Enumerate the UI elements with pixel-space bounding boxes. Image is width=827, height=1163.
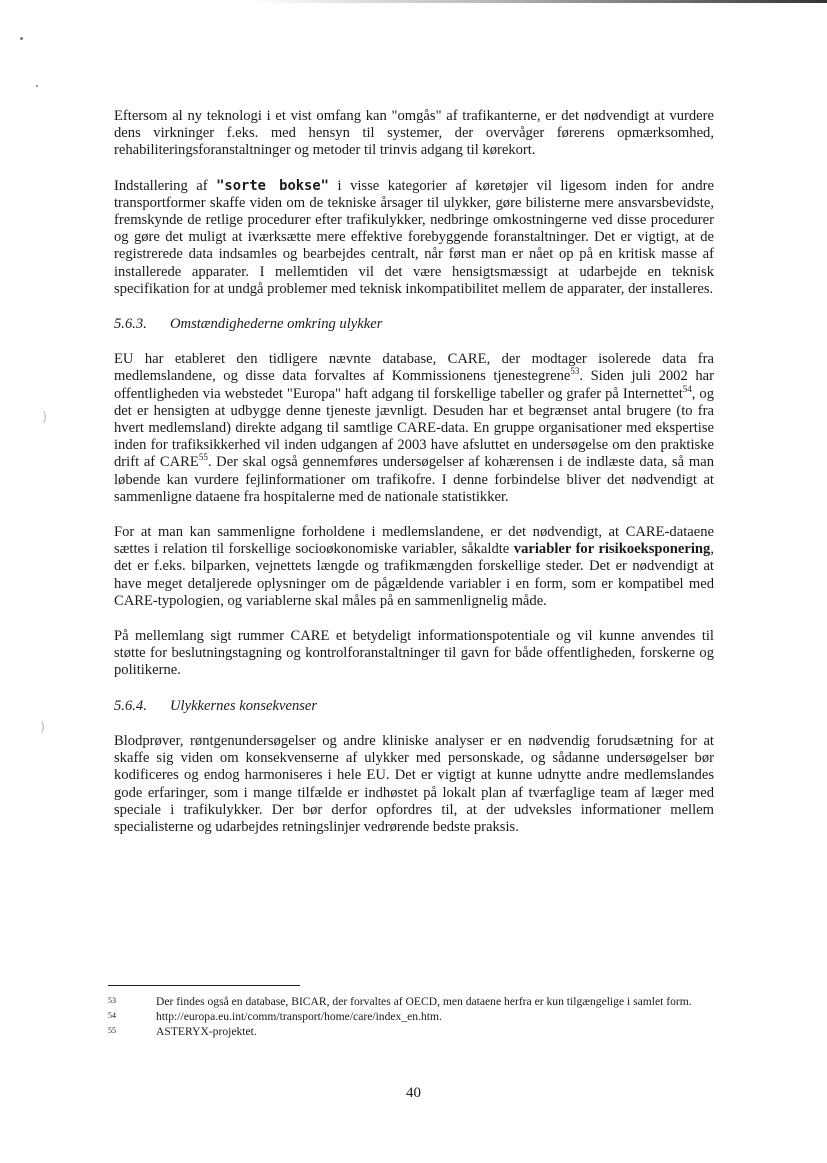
- scan-speck: [20, 37, 23, 40]
- paragraph-4-bold: variabler for risikoeksponering: [513, 541, 711, 558]
- footnotes: [108, 995, 718, 1040]
- paragraph-3-part-a: EU har etableret den tidligere nævnte database, CARE, der modtager isolerede data fra medlemslandene, og disse data forvaltes af Kommissionens tjenestegrene: [114, 351, 714, 385]
- document-body: [114, 108, 714, 854]
- paragraph-1: Eftersom al ny teknologi i et vist omfang kan "omgås" af trafikanterne, er det nødvendigt at vurdere dens virkninger f.eks. med hensyn til systemer, der overvåger førerens opmærksomhed, rehabiliteringsforanstaltninger og metoder til trinvis adgang til kørekort.: [114, 108, 714, 159]
- paragraph-2-pre: Indstallering af: [114, 177, 217, 194]
- footnote-54: [108, 1010, 718, 1024]
- paragraph-2-bold: "sorte bokse": [216, 177, 329, 194]
- section-number: 5.6.4.: [114, 697, 147, 714]
- scan-speck: [36, 85, 38, 87]
- section-title: Ulykkernes konsekvenser: [170, 697, 318, 714]
- footnote-mark: 55: [108, 1026, 116, 1035]
- footnote-text: Der findes også en database, BICAR, der forvaltes af OECD, men dataene herfra er kun tilgængelige i samlet form.: [156, 995, 692, 1008]
- section-number: 5.6.3.: [114, 316, 147, 333]
- paragraph-4-post: , det er f.eks. bilparken, vejnettets længde og trafikmængden forskellige steder. Det er nødvendigt at have meget detaljerede oplysninger om de pågældende variabler i en form, som er kompatibel med CARE-typologien, og variablerne skal måles på en sammenlignelig måde.: [114, 541, 715, 609]
- footnote-mark: 53: [108, 996, 116, 1005]
- paragraph-2: [114, 178, 714, 298]
- paragraph-6: Blodprøver, røntgenundersøgelser og andre kliniske analyser er en nødvendig forudsætning for at skaffe sig viden om konsekvenserne af ulykker med personskade, og sådanne undersøgelser bør kodificeres og endog harmoniseres i hele EU. Det er vigtigt at kunne udnytte andre medlemslandes gode erfaringer, som i mange tilfælde er indhøstet på lokalt plan af tværfaglige team af læger med speciale i trafikulykker. Der bør derfor opfordres til, at der udveksles informationer mellem specialisterne og udarbejdes retningslinjer vedrørende bedste praksis.: [114, 732, 714, 835]
- scan-edge-line: [250, 0, 827, 3]
- paragraph-4: [114, 524, 714, 610]
- section-heading-5-6-3: [114, 316, 714, 333]
- footnote-text: http://europa.eu.int/comm/transport/home/care/index_en.htm.: [156, 1010, 442, 1023]
- footnote-ref-55: 55: [198, 452, 208, 463]
- section-title: Omstændighederne omkring ulykker: [170, 316, 383, 333]
- paragraph-4-pre: For at man kan sammenligne forholdene i medlemslandene, er det nødvendigt, at CARE-dataene sættes i relation til forskellige socioøkonomiske variabler, såkaldte: [114, 524, 714, 558]
- paragraph-5: På mellemlang sigt rummer CARE et betydeligt informationspotentiale og vil kunne anvendes til støtte for beslutningstagning og kontrolforanstaltninger til gavn for både offentligheden, forskerne og politikerne.: [114, 628, 714, 679]
- page-number: 40: [406, 1085, 421, 1101]
- margin-bracket-mark: ): [40, 720, 46, 735]
- footnote-separator: [108, 985, 300, 986]
- section-heading-5-6-4: [114, 698, 714, 715]
- paragraph-3-part-b: . Siden juli 2002 har offentligheden via webstedet "Europa" haft adgang til forskellige tabeller og grafer på Internettet: [114, 368, 714, 402]
- paragraph-3: [114, 351, 714, 506]
- footnote-55: [108, 1025, 718, 1039]
- paragraph-3-part-c: , og det er hensigten at udbygge denne tjeneste jævnligt. Desuden har et begrænset antal brugere (to fra hvert medlemsland) direkte adgang til samtlige CARE-data. En gruppe organisationer med ekspertise inden for trafiksikkerhed vil inden udgangen af 2003 have afsluttet en undersøgelse om den praktiske drift af CARE: [114, 385, 714, 471]
- margin-bracket-mark: ): [42, 410, 48, 425]
- footnote-mark: 54: [108, 1011, 116, 1020]
- footnote-ref-53: 53: [570, 366, 580, 377]
- footnote-text: ASTERYX-projektet.: [156, 1025, 257, 1038]
- footnote-53: [108, 995, 718, 1009]
- paragraph-2-post: i visse kategorier af køretøjer vil ligesom inden for andre transportformer skaffe viden om de tekniske årsager til ulykker, gøre bilisterne mere ansvarsbevidste, fremskynde de retlige procedurer efter trafikulykker, nedbringe omkostningerne ved disse procedurer og gøre det muligt at iværksætte mere effektive forebyggende foranstaltninger. Det er vigtigt, at de registrerede data indsamles og bearbejdes centralt, når først man er nået op på en kritisk masse af installerede apparater. I mellemtiden vil det være hensigtsmæssigt at udarbejde en teknisk specifikation for at undgå problemer med teknisk inkompatibilitet mellem de apparater, der installeres.: [114, 177, 714, 297]
- paragraph-3-part-d: . Der skal også gennemføres undersøgelser af kohærensen i de indlæste data, så man løbende kan vurdere fejlinformationer om trafikofre. I denne forbindelse bliver det nødvendigt at sammenligne dataene fra hospitalerne med de nationale statistikker.: [114, 454, 714, 505]
- footnote-ref-54: 54: [682, 383, 692, 394]
